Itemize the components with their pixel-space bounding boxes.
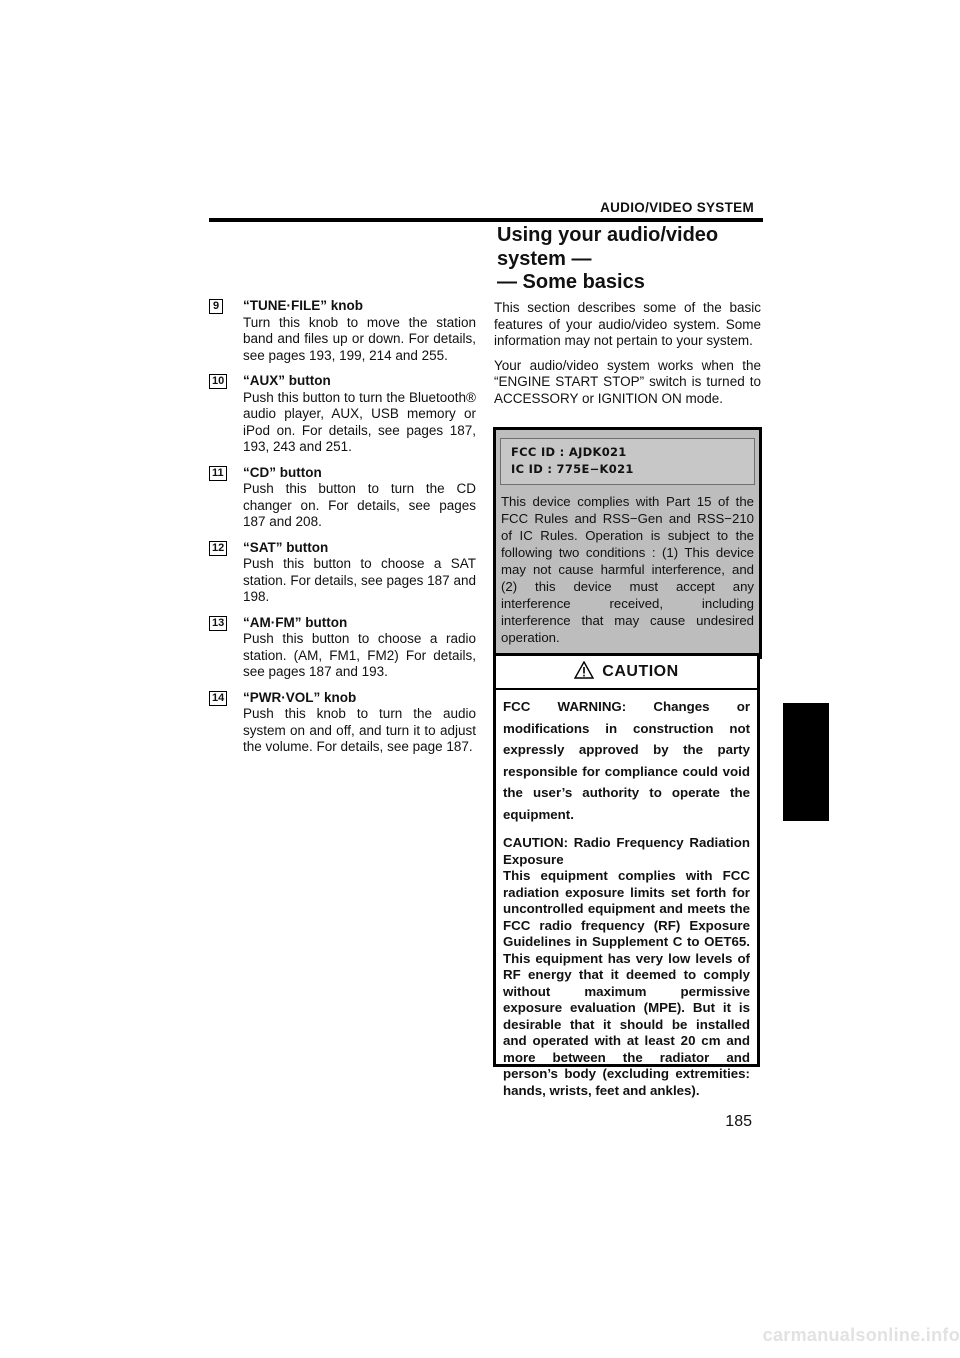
chapter-tab-marker — [783, 703, 829, 821]
item-title: “CD” button — [243, 464, 322, 480]
item-title: “PWR·VOL” knob — [243, 689, 357, 705]
item-text: Turn this knob to move the station band and files up or down. For details, see pages 193, 199, 214 and 255. — [243, 314, 476, 363]
fcc-notice-box — [493, 427, 762, 659]
control-item — [209, 615, 476, 681]
section-title-line-2: system — — [497, 247, 592, 270]
item-number-badge: 9 — [209, 299, 223, 314]
section-title-line-1: Using your audio/video — [497, 224, 719, 246]
fcc-id: FCC ID : AJDK021 — [511, 445, 627, 459]
item-title: “AUX” button — [243, 373, 331, 388]
item-number-badge: 10 — [209, 374, 227, 389]
caution-label: CAUTION — [602, 663, 679, 680]
control-list — [209, 298, 476, 765]
page-number: 185 — [725, 1113, 752, 1130]
control-item — [209, 465, 476, 531]
section-title-line-3: — Some basics — [497, 271, 645, 293]
item-number-badge: 12 — [209, 541, 227, 556]
caution-header — [493, 656, 760, 690]
item-text: Push this button to turn the CD changer on. For details, see pages 187 and 208. — [243, 481, 476, 529]
caution-body — [496, 690, 757, 1099]
control-item — [209, 298, 476, 364]
item-text: Push this knob to turn the audio system on and off, and turn it to adjust the volume. For details, see page 187. — [243, 706, 476, 754]
rf-exposure-title: CAUTION: Radio Frequency Radiation Exposure — [503, 835, 750, 867]
section-title — [497, 224, 767, 295]
control-item — [209, 540, 476, 606]
intro-text — [494, 300, 761, 415]
rf-exposure-body: This equipment complies with FCC radiation exposure limits set forth for uncontrolled equipment and meets the FCC radio frequency (RF) Exposure Guidelines in Supplement C to OET65. This equipment has very low levels of RF energy that it deemed to comply without maximum permissive exposure evaluation (MPE). But it is desirable that it should be installed and operated with at least 20 cm and more between the radiator and person’s body (excluding extremities: hands, wrists, feet and ankles). — [503, 868, 750, 1098]
fcc-id-box — [500, 438, 755, 485]
ic-id: IC ID : 775E−K021 — [511, 462, 634, 476]
control-item — [209, 690, 476, 756]
item-title: “TUNE·FILE” knob — [243, 298, 363, 313]
warning-triangle-icon — [574, 661, 594, 684]
header-rule — [209, 218, 763, 222]
intro-paragraph-2: Your audio/video system works when the “ENGINE START STOP” switch is turned to ACCESSORY or IGNITION ON mode. — [494, 357, 761, 406]
rf-exposure-text — [503, 835, 750, 1099]
item-number-badge: 11 — [209, 466, 227, 481]
item-number-badge: 14 — [209, 691, 227, 706]
item-title: “SAT” button — [243, 539, 329, 555]
intro-paragraph-1: This section describes some of the basic features of your audio/video system. Some information may not pertain to your system. — [494, 300, 761, 348]
item-text: Push this button to choose a radio station. (AM, FM1, FM2) For details, see pages 187 and 193. — [243, 631, 476, 679]
section-label: AUDIO/VIDEO SYSTEM — [600, 200, 754, 215]
fcc-compliance-text: This device complies with Part 15 of the FCC Rules and RSS−Gen and RSS−210 of IC Rules. Operation is subject to the following two conditions : (1) This device may not cause harmful interference, and (2) this device must accept any interference received, including interference that may cause undesired operation. — [501, 494, 754, 645]
watermark: carmanualsonline.info — [762, 1325, 960, 1345]
caution-box — [493, 653, 760, 1098]
control-item — [209, 373, 476, 456]
fcc-warning-text: FCC WARNING: Changes or modifications in construction not expressly approved by the party responsible for compliance could void the user’s authority to operate the equipment. — [503, 699, 750, 822]
item-text: Push this button to turn the Bluetooth® audio player, AUX, USB memory or iPod on. For details, see pages 187, 193, 243 and 251. — [243, 389, 476, 454]
item-text: Push this button to choose a SAT station. For details, see pages 187 and 198. — [243, 556, 476, 604]
item-title: “AM·FM” button — [243, 614, 348, 630]
item-number-badge: 13 — [209, 616, 227, 631]
